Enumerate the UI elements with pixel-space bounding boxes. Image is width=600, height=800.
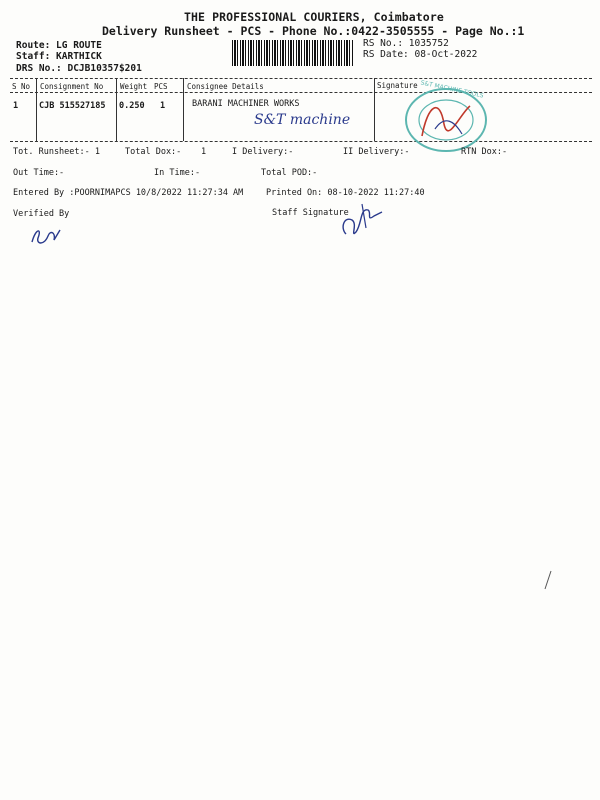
table-bottom-rule [10,141,592,142]
entered-by: Entered By :POORNIMAPCS 10/8/2022 11:27:34 AM [13,188,244,198]
ii-delivery: II Delivery:- [343,147,410,157]
staff-signature-label: Staff Signature [272,208,349,218]
company-title: THE PROFESSIONAL COURIERS, Coimbatore [184,10,444,24]
in-time: In Time:- [154,168,201,178]
header-sno: S No [12,82,31,91]
handwritten-note: S&T machine [254,112,351,128]
row-weight: 0.250 [119,101,145,111]
verified-signature [28,224,64,250]
i-delivery: I Delivery:- [232,147,294,157]
row-consignee: BARANI MACHINER WORKS [192,99,300,109]
header-pcs: PCS [154,82,168,91]
printed-on: Printed On: 08-10-2022 11:27:40 [266,188,425,198]
header-consignment: Consignment No [40,82,104,91]
rs-number: RS No.: 1035752 [363,38,449,49]
stamp-text: S&T MACHINE TOOLS [419,79,485,100]
col-divider [36,78,37,141]
table-header-rule [10,92,592,93]
barcode [232,40,354,66]
row-sno: 1 [13,101,19,111]
tot-runsheet: Tot. Runsheet:- 1 [13,147,100,157]
verified-by: Verified By [13,209,70,219]
rtn-dox: RTN Dox:- [461,147,508,157]
pen-mark [543,570,553,590]
route-label: Route: LG ROUTE [16,40,102,51]
row-consignment: CJB 515527185 [39,101,106,111]
col-divider [183,78,184,141]
staff-signature [338,198,388,242]
total-pod: Total POD:- [261,168,318,178]
col-divider [374,78,375,141]
table-top-rule [10,78,592,79]
row-pcs: 1 [160,101,166,111]
total-dox-label: Total Dox:- [125,147,182,157]
col-divider [116,78,117,141]
runsheet-subtitle: Delivery Runsheet - PCS - Phone No.:0422-3505555 - Page No.:1 [102,24,525,38]
out-time: Out Time:- [13,168,65,178]
total-dox-value: 1 [201,147,207,157]
header-consignee: Consignee Details [187,82,264,91]
drs-number: DRS No.: DCJB10357$201 [16,63,142,74]
staff-label: Staff: KARTHICK [16,51,102,62]
header-signature: Signature [377,81,418,90]
rs-date: RS Date: 08-Oct-2022 [363,49,478,60]
header-weight: Weight [120,82,148,91]
